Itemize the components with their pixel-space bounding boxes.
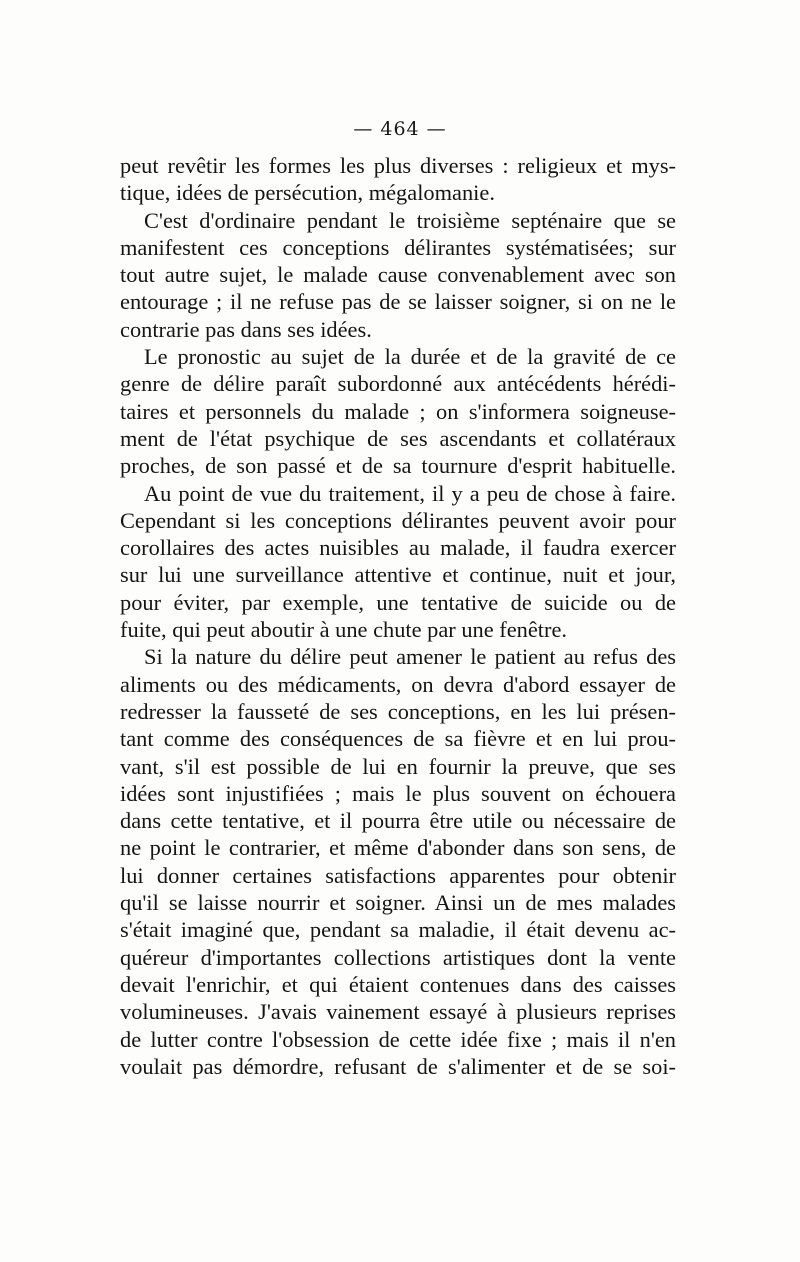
- text-line: tout autre sujet, le malade cause convenablement avec son: [120, 262, 676, 288]
- text-line: sur lui une surveillance attentive et continue, nuit et jour,: [120, 562, 676, 588]
- text-line: qu'il se laisse nourrir et soigner. Ainsi un de mes malades: [120, 890, 676, 916]
- page-number: — 464 —: [353, 118, 447, 140]
- paragraph-start-line: Si la nature du délire peut amener le patient au refus des: [144, 644, 676, 670]
- text-line: tique, idées de persécution, mégalomanie.: [120, 180, 495, 206]
- text-line: taires et personnels du malade ; on s'informera soigneuse-: [120, 398, 676, 424]
- paragraph-start-line: C'est d'ordinaire pendant le troisième septénaire que se: [144, 207, 676, 233]
- body-text: [120, 152, 676, 1080]
- text-line: aliments ou des médicaments, on devra d'abord essayer de: [120, 671, 676, 697]
- text-line: peut revêtir les formes les plus diverses : religieux et mys-: [120, 153, 676, 178]
- text-line: idées sont injustifiées ; mais le plus souvent on échouera: [120, 780, 676, 806]
- text-line: tant comme des conséquences de sa fièvre et en lui prou-: [120, 726, 676, 752]
- text-line: ne point le contrarier, et même d'abonder dans son sens, de: [120, 835, 676, 861]
- text-line: de lutter contre l'obsession de cette idée fixe ; mais il n'en: [120, 1026, 676, 1052]
- text-line: manifestent ces conceptions délirantes systématisées; sur: [120, 234, 676, 260]
- text-line: contrarie pas dans ses idées.: [120, 316, 372, 342]
- text-line: fuite, qui peut aboutir à une chute par une fenêtre.: [120, 617, 568, 643]
- text-line: s'était imaginé que, pendant sa maladie, il était devenu ac-: [120, 917, 676, 943]
- text-line: devait l'enrichir, et qui étaient contenues dans des caisses: [120, 971, 676, 997]
- text-line: redresser la fausseté de ses conceptions, en les lui présen-: [120, 698, 676, 724]
- text-line: genre de délire paraît subordonné aux antécédents hérédi-: [120, 371, 676, 397]
- text-line: vant, s'il est possible de lui en fournir la preuve, que ses: [120, 753, 676, 779]
- text-line: entourage ; il ne refuse pas de se laisser soigner, si on ne le: [120, 289, 676, 315]
- paragraph-start-line: Le pronostic au sujet de la durée et de la gravité de ce: [144, 344, 676, 370]
- text-line: pour éviter, par exemple, une tentative de suicide ou de: [120, 589, 676, 615]
- text-line: quéreur d'importantes collections artistiques dont la vente: [120, 944, 676, 970]
- text-line: lui donner certaines satisfactions apparentes pour obtenir: [120, 862, 676, 888]
- text-line: corollaires des actes nuisibles au malade, il faudra exercer: [120, 535, 676, 561]
- text-line: voulait pas démordre, refusant de s'alimenter et de se soi-: [120, 1053, 676, 1079]
- text-line: Cependant si les conceptions délirantes peuvent avoir pour: [120, 507, 676, 533]
- text-line: ment de l'état psychique de ses ascendants et collatéraux: [120, 425, 676, 451]
- paragraph-start-line: Au point de vue du traitement, il y a peu de chose à faire.: [144, 480, 676, 506]
- text-line: volumineuses. J'avais vainement essayé à plusieurs reprises: [120, 999, 676, 1025]
- text-line: proches, de son passé et de sa tournure d'esprit habituelle.: [120, 453, 676, 479]
- text-line: dans cette tentative, et il pourra être utile ou nécessaire de: [120, 808, 676, 834]
